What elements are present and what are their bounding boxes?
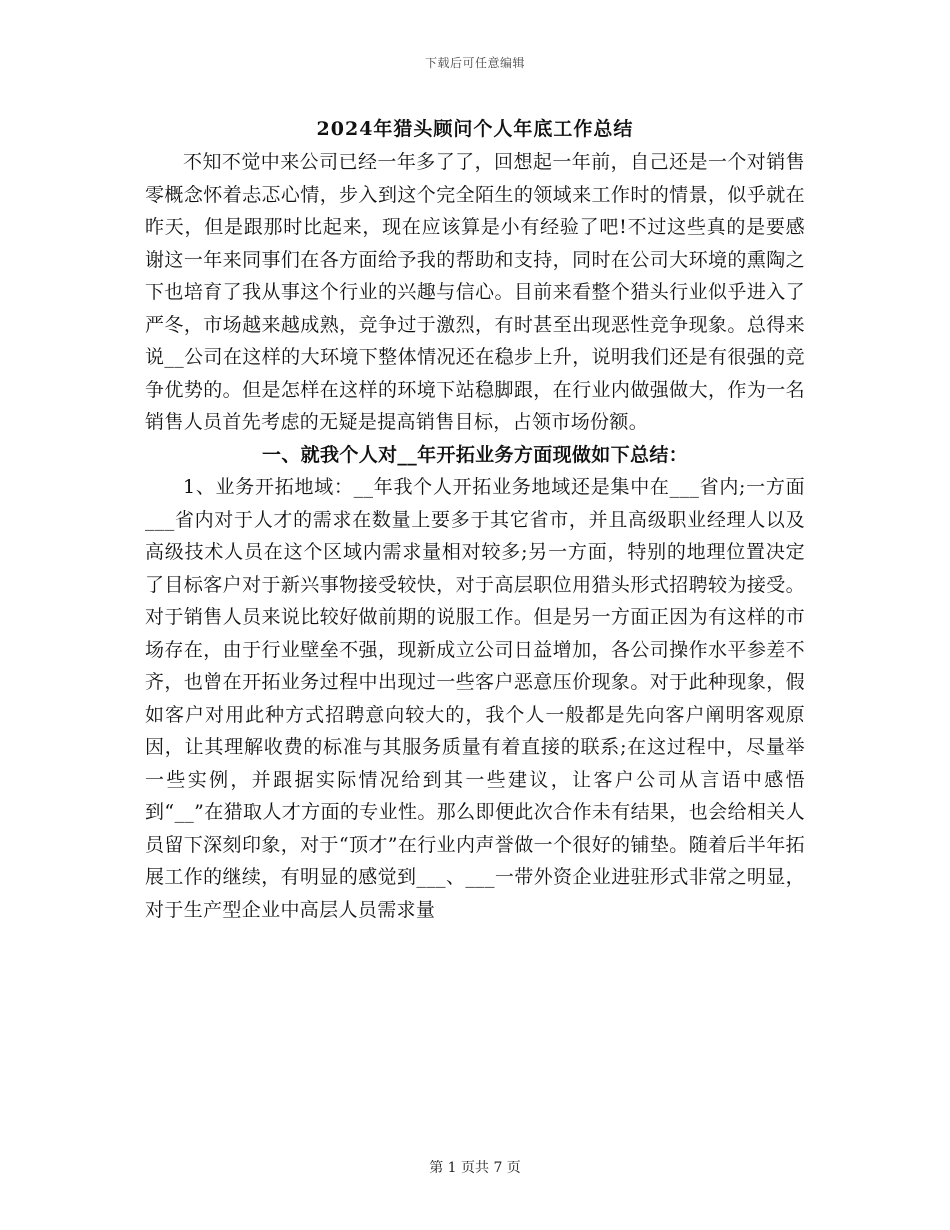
- download-note: 下载后可任意编辑: [424, 56, 525, 70]
- page-indicator: 第 1 页共 7 页: [429, 1160, 521, 1176]
- document-body: [145, 146, 805, 926]
- paragraph-intro: 不知不觉中来公司已经一年多了了，回想起一年前，自己还是一个对销售零概念怀着忐忑心情，步入到这个完全陌生的领域来工作时的情景，似乎就在昨天，但是跟那时比起来，现在应该算是小有经验了吧!不过这些真的是要感谢这一年来同事们在各方面给予我的帮助和支持，同时在公司大环境的熏陶之下也培育了我从事这个行业的兴趣与信心。目前来看整个猎头行业似乎进入了严冬，市场越来越成熟，竞争过于激烈，有时甚至出现恶性竞争现象。总得来说__公司在这样的大环境下整体情况还在稳步上升，说明我们还是有很强的竞争优势的。但是怎样在这样的环境下站稳脚跟，在行业内做强做大，作为一名销售人员首先考虑的无疑是提高销售目标，占领市场份额。: [145, 151, 805, 433]
- document-title: 2024年猎头顾问个人年底工作总结: [316, 118, 634, 140]
- section-heading: 一、就我个人对__年开拓业务方面现做如下总结：: [261, 443, 689, 466]
- paragraph-business-region: 1、业务开拓地域：__年我个人开拓业务地域还是集中在___省内;一方面___省内对于人才的需求在数量上要多于其它省市，并且高级职业经理人以及高级技术人员在这个区域内需求量相对较多;另一方面，特别的地理位置决定了目标客户对于新兴事物接受较快，对于高层职位用猎头形式招聘较为接受。对于销售人员来说比较好做前期的说服工作。但是另一方面正因为有这样的市场存在，由于行业壁垒不强，现新成立公司日益增加，各公司操作水平参差不齐，也曾在开拓业务过程中出现过一些客户恶意压价现象。对于此种现象，假如客户对用此种方式招聘意向较大的，我个人一般都是先向客户阐明客观原因，让其理解收费的标准与其服务质量有着直接的联系;在这过程中，尽量举一些实例，并跟据实际情况给到其一些建议，让客户公司从言语中感悟到“__”在猎取人才方面的专业性。那么即便此次合作未有结果，也会给相关人员留下深刻印象，对于“顶才”在行业内声誉做一个很好的铺垫。随着后半年拓展工作的继续，有明显的感觉到___、___一带外资企业进驻形式非常之明显，对于生产型企业中高层人员需求量: [145, 476, 805, 921]
